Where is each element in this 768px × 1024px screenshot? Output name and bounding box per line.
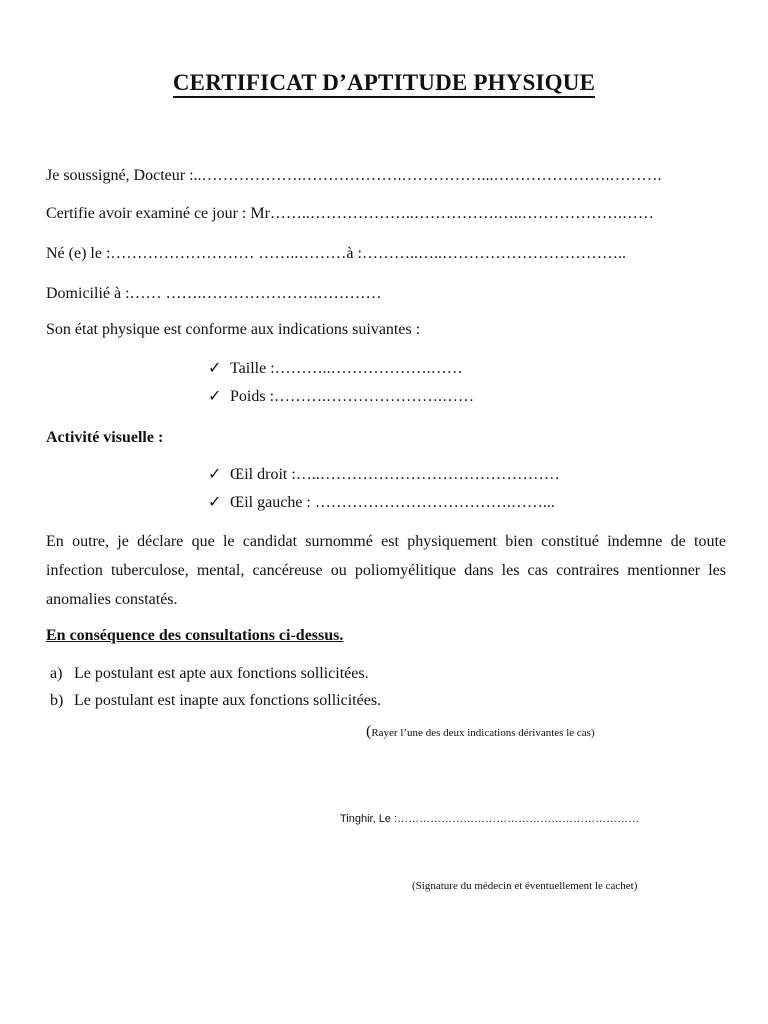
- declaration-paragraph: En outre, je déclare que le candidat surnommé est physiquement bien constitué indemne de toute infection tuberculose, mental, cancéreuse ou poliomyélitique dans les cas contraires mentionner les anomalies constatés.: [46, 533, 726, 608]
- option-a-text: Le postulant est apte aux fonctions sollicitées.: [74, 665, 369, 682]
- doctor-field: Je soussigné, Docteur :..……………….……………….……………...………………….……….: [46, 167, 662, 184]
- checkmark-icon: ✓: [208, 388, 222, 405]
- height-item: [208, 359, 463, 379]
- visual-activity-heading: Activité visuelle :: [46, 429, 164, 446]
- document-title: [0, 70, 768, 96]
- document-title-text: CERTIFICAT D’APTITUDE PHYSIQUE: [173, 70, 595, 98]
- physical-state-text: Son état physique est conforme aux indications suivantes :: [46, 321, 421, 338]
- strike-instruction-paren: (: [366, 723, 372, 740]
- domicile-field: Domicilié à :…… …….………………….…………: [46, 285, 382, 302]
- option-b-label: b): [50, 692, 64, 709]
- checkmark-icon: ✓: [208, 360, 222, 377]
- height-field: Taille :………..……………….……: [230, 360, 463, 377]
- right-eye-item: [208, 465, 560, 485]
- weight-item: [208, 387, 474, 407]
- left-eye-item: [208, 493, 555, 513]
- option-a-label: a): [50, 665, 63, 682]
- option-b-text: Le postulant est inapte aux fonctions sollicitées.: [74, 692, 382, 709]
- checkmark-icon: ✓: [208, 466, 222, 483]
- option-a: [50, 664, 369, 684]
- checkmark-icon: ✓: [208, 494, 222, 511]
- examined-field: Certifie avoir examiné ce jour : Mr……..………………..…………….…..……………….……: [46, 205, 654, 222]
- place-date-field: Tinghir, Le :…………………………………………………………: [340, 813, 640, 825]
- weight-field: Poids :……….………………….……: [230, 388, 475, 405]
- option-b: [50, 691, 381, 711]
- left-eye-field: Œil gauche : ……………………………….……...: [230, 494, 555, 511]
- birth-field: Né (e) le :……………………… ……..………à :………..…..……………………………..: [46, 245, 626, 262]
- consequence-heading: En conséquence des consultations ci-dessus.: [46, 627, 344, 644]
- right-eye-field: Œil droit :…..………………………………………: [230, 466, 560, 483]
- strike-instruction-text: Rayer l’une des deux indications dérivantes le cas): [371, 727, 595, 739]
- strike-instruction: [366, 723, 595, 741]
- signature-note: (Signature du médecin et éventuellement le cachet): [412, 880, 638, 892]
